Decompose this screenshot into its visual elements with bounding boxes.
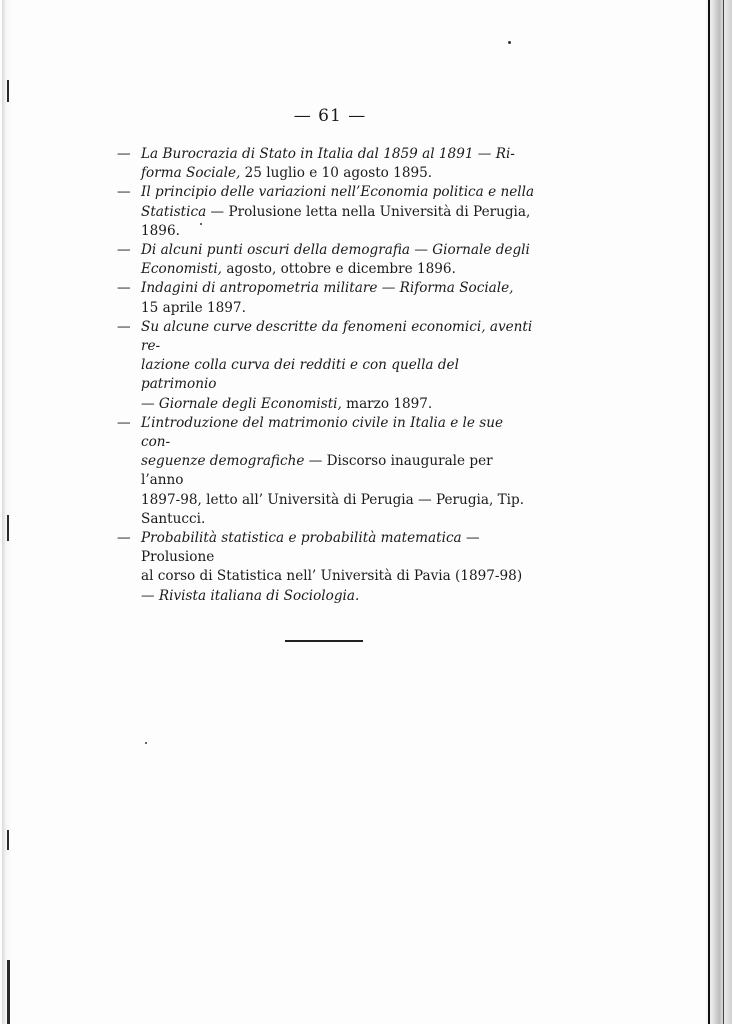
entry-detail-text: marzo 1897. (341, 395, 433, 412)
left-page-edge (2, 0, 12, 1024)
entry-dash: — (117, 414, 131, 431)
bibliography-entry (117, 145, 535, 183)
entry-title-text: — Giornale degli Economisti, (141, 395, 342, 412)
entry-detail-text: Santucci. (141, 510, 206, 527)
bibliography-entry (117, 318, 535, 414)
bibliography-list (117, 145, 535, 606)
closing-rule (285, 640, 363, 642)
scan-speck (145, 742, 147, 744)
bibliography-entry (117, 183, 535, 241)
scan-speck (508, 41, 511, 44)
entry-title-text: Statistica (141, 203, 207, 220)
entry-dash: — (117, 530, 131, 547)
entry-detail-text: — Prolusione (141, 530, 480, 566)
entry-detail-text: — Discorso inaugurale per l’anno (141, 453, 493, 489)
entry-title-text: forma Sociale, (141, 165, 241, 182)
right-edge-line (723, 0, 724, 1024)
entry-title-text: seguenze demografiche (141, 453, 305, 470)
entry-detail-text: agosto, ottobre e dicembre 1896. (222, 261, 456, 278)
bibliography-entry (117, 414, 535, 529)
entry-detail-text: 25 luglio e 10 agosto 1895. (240, 165, 433, 182)
right-edge-line (708, 0, 710, 1024)
left-edge-mark (7, 960, 10, 1024)
left-edge-mark (7, 80, 9, 102)
bibliography-entry (117, 241, 535, 279)
entry-title-text: Il principio delle variazioni nell’Economia politica e nella (141, 184, 535, 201)
entry-title-text: Probabilità statistica e probabilità matematica (141, 530, 462, 547)
entry-dash: — (117, 318, 131, 335)
entry-detail-text: 15 aprile 1897. (141, 299, 246, 316)
entry-title-text: L’introduzione del matrimonio civile in Italia e le sue con- (141, 414, 504, 451)
entry-detail-text: 1897-98, letto all’ Università di Perugia — Perugia, Tip. (141, 491, 525, 508)
bibliography-entry (117, 279, 535, 317)
entry-title-text: Di alcuni punti oscuri della demografia — Giornale degli (141, 242, 530, 259)
bibliography-entry (117, 529, 535, 606)
entry-title-text: Indagini di antropometria militare — Riforma Sociale, (141, 280, 514, 297)
entry-detail-text: al corso di Statistica nell’ Università di Pavia (1897-98) (141, 568, 523, 585)
entry-title-text: La Burocrazia di Stato in Italia dal 1859 al 1891 — Ri- (141, 146, 515, 162)
entry-dash: — (117, 184, 131, 201)
entry-dash: — (117, 146, 131, 162)
entry-title-text: lazione colla curva dei redditi e con quella del patrimonio (141, 357, 459, 393)
entry-dash: — (117, 242, 131, 259)
left-edge-mark (7, 830, 9, 850)
page-number: — 61 — (293, 106, 367, 126)
entry-title-text: Su alcune curve descritte da fenomeni economici, aventi re- (141, 318, 533, 355)
entry-detail-text: 1896. (141, 222, 180, 239)
entry-dash: — (117, 280, 131, 297)
entry-title-text: — Rivista italiana di Sociologia. (141, 587, 360, 604)
entry-detail-text: — Prolusione letta nella Università di Perugia, (206, 203, 531, 220)
entry-title-text: Economisti, (141, 261, 223, 278)
left-edge-mark (7, 515, 9, 541)
